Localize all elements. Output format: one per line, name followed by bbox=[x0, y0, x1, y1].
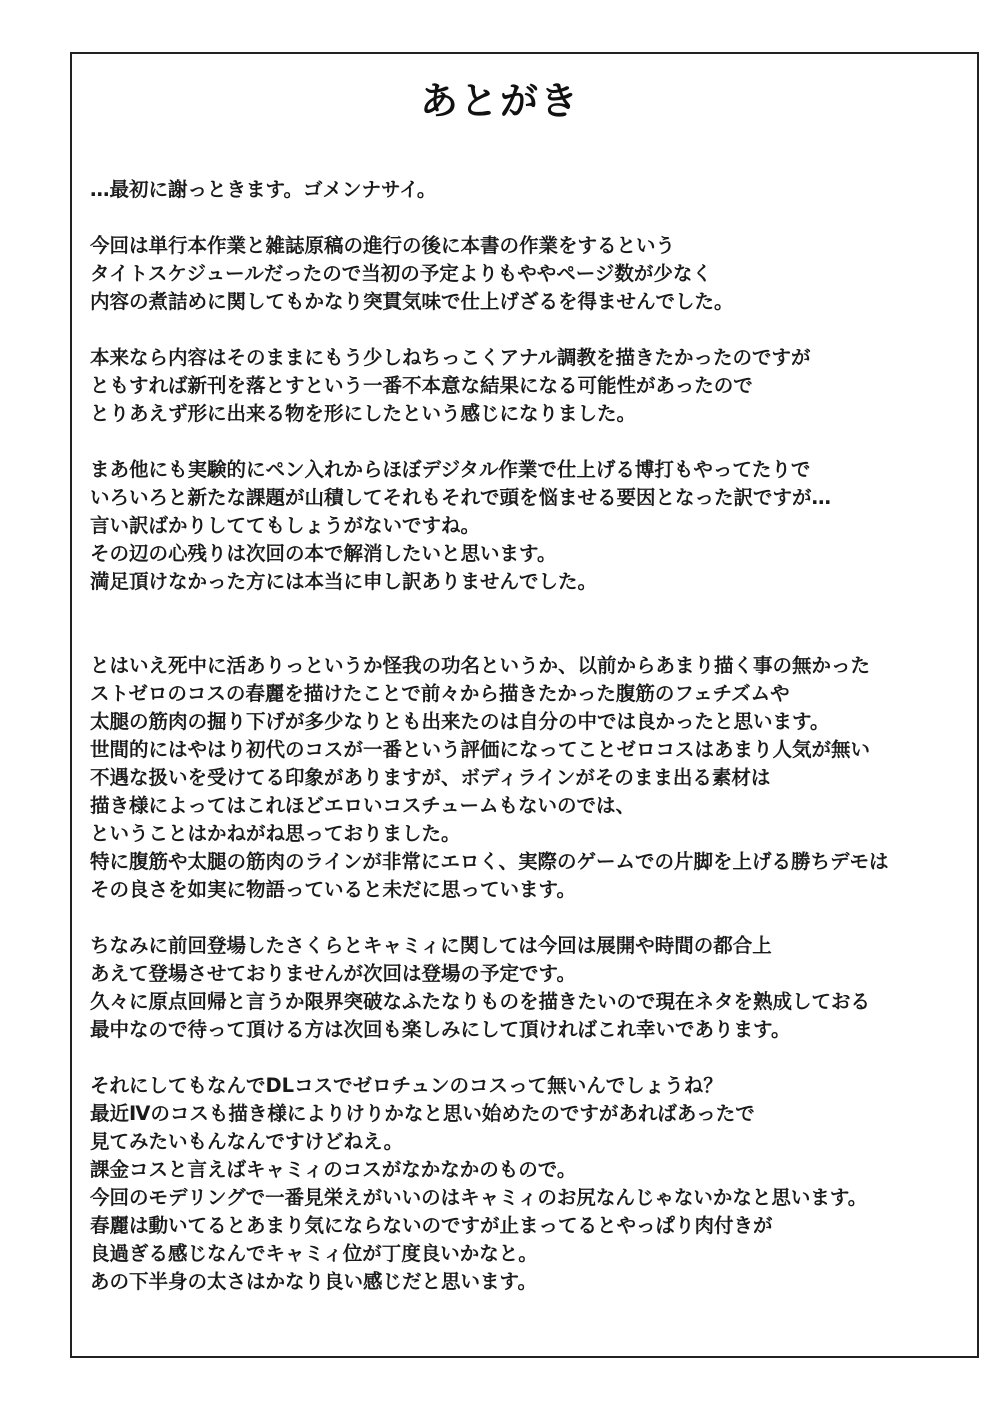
afterword-body bbox=[90, 176, 970, 1324]
text-line: ストゼロのコスの春麗を描けたことで前々から描きたかった腹筋のフェチズムや bbox=[90, 682, 790, 705]
text-line: 今回は単行本作業と雑誌原稿の進行の後に本書の作業をするという bbox=[90, 234, 676, 257]
paragraph-next-plans bbox=[90, 932, 970, 1044]
text-line: 本来なら内容はそのままにもう少しねちっこくアナル調教を描きたかったのですが bbox=[90, 346, 811, 369]
paragraph-costume-thoughts bbox=[90, 652, 970, 904]
text-line: 久々に原点回帰と言うか限界突破なふたなりものを描きたいので現在ネタを熟成しておる bbox=[90, 990, 871, 1013]
text-line: まあ他にも実験的にペン入れからほぼデジタル作業で仕上げる博打もやってたりで bbox=[90, 458, 811, 481]
page-title: あとがき bbox=[419, 79, 580, 123]
text-line: 満足頂けなかった方には本当に申し訳ありませんでした。 bbox=[90, 570, 598, 593]
text-line: 描き様によってはこれほどエロいコスチュームもないのでは、 bbox=[90, 794, 636, 817]
text-line: 世間的にはやはり初代のコスが一番という評価になってことゼロコスはあまり人気が無い bbox=[90, 738, 871, 761]
paragraph-dlc-costumes bbox=[90, 1072, 970, 1296]
text-line: 課金コスと言えばキャミィのコスがなかなかのもので。 bbox=[90, 1158, 577, 1181]
text-line: 太腿の筋肉の掘り下げが多少なりとも出来たのは自分の中では良かったと思います。 bbox=[90, 710, 830, 733]
paragraph-schedule bbox=[90, 232, 970, 316]
text-line: 特に腹筋や太腿の筋肉のラインが非常にエロく、実際のゲームでの片脚を上げる勝ちデモは bbox=[90, 850, 889, 873]
text-line: その良さを如実に物語っていると未だに思っています。 bbox=[90, 878, 576, 901]
text-line: 不遇な扱いを受けてる印象がありますが、ボディラインがそのまま出る素材は bbox=[90, 766, 771, 789]
text-line: …最初に謝っときます。ゴメンナサイ。 bbox=[90, 178, 437, 201]
text-line: あの下半身の太さはかなり良い感じだと思います。 bbox=[90, 1270, 537, 1293]
text-line: とりあえず形に出来る物を形にしたという感じになりました。 bbox=[90, 402, 637, 425]
text-line: 良過ぎる感じなんでキャミィ位が丁度良いかなと。 bbox=[90, 1242, 538, 1265]
text-line: 今回のモデリングで一番見栄えがいいのはキャミィのお尻なんじゃないかなと思います。 bbox=[90, 1186, 868, 1209]
text-line: それにしてもなんでDLコスでゼロチュンのコスって無いんでしょうね？ bbox=[90, 1074, 723, 1097]
text-line: ということはかねがね思っておりました。 bbox=[90, 822, 461, 845]
text-line: 見てみたいもんなんですけどねえ。 bbox=[90, 1130, 404, 1153]
text-line: 最近Ⅳのコスも描き様によりけりかなと思い始めたのですがあればあったで bbox=[90, 1102, 755, 1125]
text-line: ちなみに前回登場したさくらとキャミィに関しては今回は展開や時間の都合上 bbox=[90, 934, 772, 957]
paragraph-apology bbox=[90, 176, 970, 204]
paragraph-content-plan bbox=[90, 344, 970, 428]
text-line: いろいろと新たな課題が山積してそれもそれで頭を悩ませる要因となった訳ですが… bbox=[90, 486, 832, 509]
text-line: その辺の心残りは次回の本で解消したいと思います。 bbox=[90, 542, 557, 565]
text-line: 最中なので待って頂ける方は次回も楽しみにして頂ければこれ幸いであります。 bbox=[90, 1018, 791, 1041]
paragraph-digital-experiment bbox=[90, 456, 970, 596]
text-line: タイトスケジュールだったので当初の予定よりもややページ数が少なく bbox=[90, 262, 712, 285]
text-line: ともすれば新刊を落とすという一番不本意な結果になる可能性があったので bbox=[90, 374, 753, 397]
text-line: 春麗は動いてるとあまり気にならないのですが止まってるとやっぱり肉付きが bbox=[90, 1214, 773, 1237]
text-line: あえて登場させておりませんが次回は登場の予定です。 bbox=[90, 962, 576, 985]
text-line: 言い訳ばかりしててもしょうがないですね。 bbox=[90, 514, 481, 537]
text-line: 内容の煮詰めに関してもかなり突貫気味で仕上げざるを得ませんでした。 bbox=[90, 290, 734, 313]
text-line: とはいえ死中に活ありっというか怪我の功名というか、以前からあまり描く事の無かった bbox=[90, 654, 871, 677]
